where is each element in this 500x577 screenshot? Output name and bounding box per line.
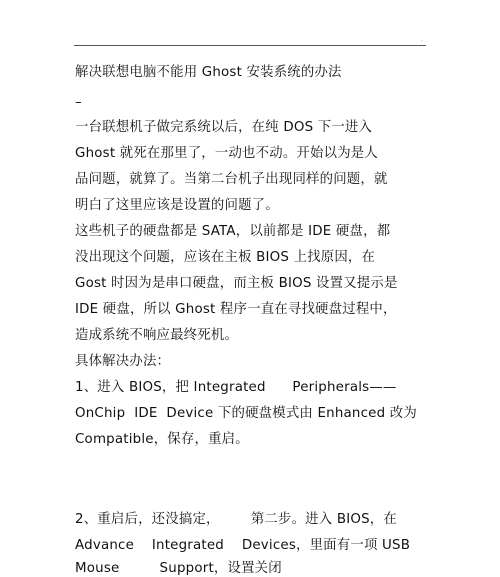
step-line: OnChip IDE Device 下的硬盘模式由 Enhanced 改为 — [75, 406, 417, 421]
paragraph-line: 明白了这里应该是设置的问题了。 — [75, 198, 279, 213]
section-heading: 具体解决办法： — [75, 354, 171, 369]
corner-mark: . — [421, 36, 423, 43]
paragraph-line: Gost 时因为是串口硬盘，而主板 BIOS 设置又提示是 — [75, 276, 398, 291]
paragraph-line: 品问题，就算了。当第二台机子出现同样的问题，就 — [75, 172, 388, 187]
paragraph-line: Ghost 就死在那里了，一动也不动。开始以为是人 — [75, 146, 378, 161]
step-line: 1、进入 BIOS，把 Integrated Peripherals—— — [75, 380, 397, 395]
document-title: 解决联想电脑不能用 Ghost 安装系统的办法 — [75, 65, 342, 80]
paragraph-line: 造成系统不响应最终死机。 — [75, 328, 239, 343]
paragraph-line: 一台联想机子做完系统以后，在纯 DOS 下一进入 — [75, 120, 373, 135]
paragraph-line: 这些机子的硬盘都是 SATA，以前都是 IDE 硬盘，都 — [75, 224, 391, 239]
step-line: Compatible，保存，重启。 — [75, 432, 249, 447]
step-line: 2、重启后，还没搞定， 第二步。进入 BIOS，在 — [75, 512, 397, 527]
header-rule — [74, 45, 426, 46]
paragraph-line: IDE 硬盘，所以 Ghost 程序一直在寻找硬盘过程中， — [75, 302, 397, 317]
paragraph-line: 没出现这个问题，应该在主板 BIOS 上找原因，在 — [75, 250, 376, 265]
step-line: Mouse Support，设置关闭 — [75, 561, 282, 576]
dash-line: – — [75, 95, 82, 110]
step-line: Advance Integrated Devices，里面有一项 USB — [75, 538, 411, 553]
